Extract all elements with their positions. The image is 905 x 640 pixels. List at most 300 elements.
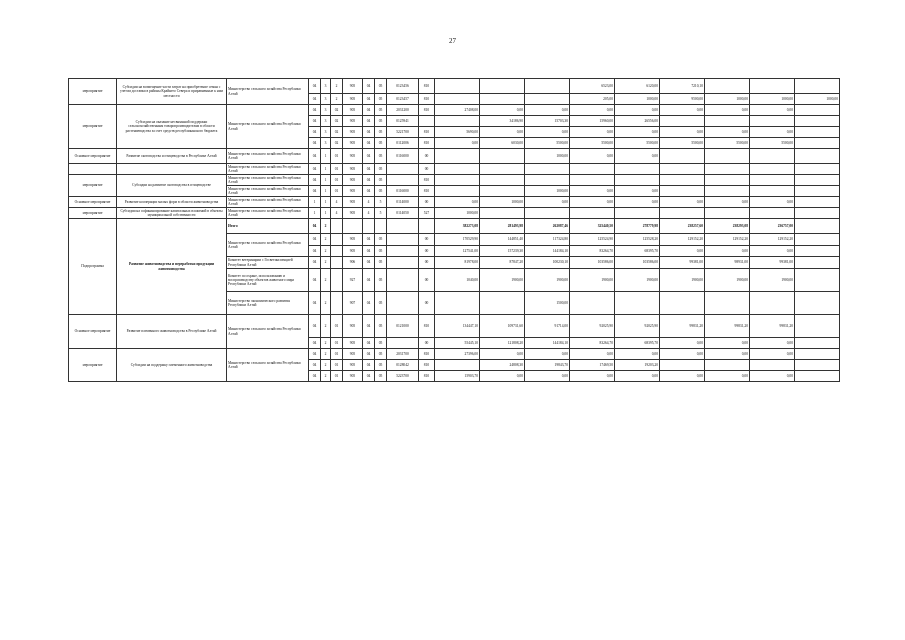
amount-cell — [705, 186, 750, 197]
amount-cell: 129152,20 — [660, 234, 705, 246]
code-cell: 905 — [343, 79, 363, 94]
amount-cell: 281493,98 — [480, 219, 525, 234]
amount-cell: 0,00 — [570, 371, 615, 382]
amount-cell: 92025,90 — [570, 315, 615, 338]
code-cell: 01 — [331, 349, 343, 360]
amount-cell: 19843,70 — [525, 360, 570, 371]
amount-cell: 1500,00 — [525, 292, 570, 315]
code-cell — [331, 269, 343, 292]
code-cell: 04 — [363, 164, 375, 175]
code-cell: 04 — [363, 371, 375, 382]
amount-cell: 0,00 — [435, 197, 480, 208]
amount-cell — [525, 208, 570, 219]
amount-cell: 99381,00 — [660, 257, 705, 269]
code-cell: 2 — [321, 219, 331, 234]
amount-cell: 0,00 — [660, 371, 705, 382]
amount-cell: 100230,10 — [525, 257, 570, 269]
code-cell: 810 — [419, 371, 435, 382]
code-cell: 01 — [331, 186, 343, 197]
code-cell: 01 — [331, 360, 343, 371]
code-cell: 3 — [321, 79, 331, 94]
code-cell: 05 — [375, 127, 387, 138]
code-cell: 3 — [321, 94, 331, 105]
amount-cell: 0,00 — [570, 186, 615, 197]
code-cell: 04 — [363, 149, 375, 164]
amount-cell — [795, 315, 840, 338]
code-cell: 05 — [375, 360, 387, 371]
amount-cell: 68395,70 — [615, 246, 660, 257]
amount-cell — [570, 208, 615, 219]
amount-cell: 0,00 — [525, 371, 570, 382]
code-cell: 05 — [375, 371, 387, 382]
executor-cell: Министерство сельского хозяйства Республики Алтай — [227, 105, 309, 149]
row-title-cell: Развитие скотоводства и птицеводства в Республике Алтай — [117, 149, 227, 164]
amount-cell: 0,00 — [615, 127, 660, 138]
code-cell: 905 — [343, 127, 363, 138]
amount-cell — [795, 246, 840, 257]
amount-cell: 0,00 — [480, 105, 525, 116]
code-cell: 905 — [343, 338, 363, 349]
code-cell: 905 — [343, 246, 363, 257]
amount-cell: 15903,70 — [435, 371, 480, 382]
code-cell: 01 — [331, 149, 343, 164]
code-cell: 810 — [419, 349, 435, 360]
amount-cell — [660, 292, 705, 315]
amount-cell: 15703,30 — [525, 116, 570, 127]
code-cell: 810 — [419, 315, 435, 338]
code-cell: 0123457 — [387, 94, 419, 105]
code-cell: 05 — [375, 164, 387, 175]
code-cell: 05 — [375, 175, 387, 186]
code-cell: 01 — [331, 315, 343, 338]
amount-cell — [570, 292, 615, 315]
code-cell: 04 — [309, 269, 321, 292]
code-cell: 905 — [343, 234, 363, 246]
executor-cell: Министерство сельского хозяйства Республики Алтай — [227, 234, 309, 257]
row-title-cell: Развитие племенного животноводства в Республике Алтай — [117, 315, 227, 349]
code-cell — [419, 116, 435, 127]
code-cell: 2031200 — [387, 105, 419, 116]
amount-cell — [750, 79, 795, 94]
code-cell — [387, 292, 419, 315]
amount-cell: 0,00 — [570, 127, 615, 138]
code-cell: 05 — [375, 79, 387, 94]
row-type-cell: мероприятие — [69, 208, 117, 219]
code-cell: 5223700 — [387, 371, 419, 382]
amount-cell — [795, 127, 840, 138]
amount-cell — [615, 208, 660, 219]
amount-cell — [570, 164, 615, 175]
code-cell: 04 — [309, 234, 321, 246]
row-title-cell: Субсидии на возмещение части затрат на приобретение семян с учетом доставки в районы Крайнего Севера и приравненные к ним местности — [117, 79, 227, 105]
code-cell: 1 — [321, 197, 331, 208]
amount-cell: 83264,70 — [570, 338, 615, 349]
code-cell: 906 — [343, 257, 363, 269]
amount-cell: 98931,00 — [705, 257, 750, 269]
amount-cell: 0,00 — [615, 197, 660, 208]
code-cell: 04 — [363, 269, 375, 292]
amount-cell: 238293,08 — [705, 219, 750, 234]
amount-cell — [705, 292, 750, 315]
code-cell: 04 — [309, 349, 321, 360]
row-type-cell: мероприятие — [69, 349, 117, 382]
code-cell: 04 — [309, 127, 321, 138]
amount-cell: 117324,80 — [525, 234, 570, 246]
amount-cell: 0,00 — [750, 105, 795, 116]
code-cell — [387, 246, 419, 257]
code-cell: 05 — [375, 292, 387, 315]
code-cell: 3 — [321, 116, 331, 127]
amount-cell — [795, 116, 840, 127]
code-cell: 0123456 — [387, 79, 419, 94]
code-cell: 905 — [343, 175, 363, 186]
amount-cell — [570, 175, 615, 186]
amount-cell — [795, 269, 840, 292]
amount-cell — [435, 175, 480, 186]
amount-cell: 9500,00 — [660, 94, 705, 105]
code-cell: 04 — [309, 219, 321, 234]
code-cell: 05 — [375, 338, 387, 349]
code-cell: 04 — [309, 292, 321, 315]
amount-cell: 26556,00 — [615, 116, 660, 127]
code-cell: 2 — [321, 246, 331, 257]
code-cell: 01 — [331, 164, 343, 175]
amount-cell: 0,00 — [615, 149, 660, 164]
amount-cell: 1000,00 — [480, 197, 525, 208]
amount-cell: 0,00 — [750, 197, 795, 208]
amount-cell — [795, 360, 840, 371]
amount-cell: 87847,20 — [480, 257, 525, 269]
amount-cell — [795, 175, 840, 186]
code-cell — [343, 219, 363, 234]
amount-cell: 6523,00 — [570, 79, 615, 94]
amount-cell: 6120,00 — [615, 79, 660, 94]
amount-cell: 0,00 — [660, 127, 705, 138]
amount-cell — [705, 360, 750, 371]
code-cell: 04 — [363, 186, 375, 197]
amount-cell: 0,00 — [525, 105, 570, 116]
amount-cell: 0,00 — [525, 197, 570, 208]
amount-cell — [795, 186, 840, 197]
code-cell: 05 — [375, 246, 387, 257]
code-cell: 810 — [419, 127, 435, 138]
row-title-cell — [117, 164, 227, 175]
code-cell: 04 — [309, 257, 321, 269]
code-cell: 810 — [419, 94, 435, 105]
amount-cell: 0,00 — [750, 371, 795, 382]
code-cell: 810 — [419, 105, 435, 116]
code-cell — [375, 219, 387, 234]
code-cell: 810 — [419, 79, 435, 94]
code-cell: 04 — [363, 175, 375, 186]
amount-cell: 0,00 — [615, 105, 660, 116]
amount-cell: 109731,60 — [480, 315, 525, 338]
amount-cell: 1000,00 — [750, 94, 795, 105]
amount-cell — [435, 360, 480, 371]
row-type-cell: мероприятие — [69, 175, 117, 197]
amount-cell — [480, 164, 525, 175]
code-cell: 0116000 — [387, 149, 419, 164]
executor-cell: Комитет ветеринарии с Госветинспекцией Республики Алтай — [227, 257, 309, 269]
amount-cell: 6030,00 — [480, 138, 525, 149]
amount-cell: 0,00 — [660, 338, 705, 349]
budget-table — [68, 78, 840, 382]
amount-cell: 1000,00 — [795, 94, 840, 105]
amount-cell — [705, 175, 750, 186]
code-cell: 1 — [321, 149, 331, 164]
amount-cell: 55445,10 — [435, 338, 480, 349]
amount-cell: 0,00 — [660, 349, 705, 360]
amount-cell: 5500,00 — [525, 138, 570, 149]
code-cell: 905 — [343, 360, 363, 371]
amount-cell — [660, 149, 705, 164]
code-cell: 04 — [363, 94, 375, 105]
code-cell: 905 — [343, 94, 363, 105]
amount-cell — [615, 292, 660, 315]
amount-cell: 24808,30 — [480, 360, 525, 371]
amount-cell: 0,00 — [570, 349, 615, 360]
executor-cell: Министерство сельского хозяйства Республики Алтай — [227, 197, 309, 208]
row-type-cell: мероприятие — [69, 105, 117, 149]
table-row — [69, 219, 840, 234]
code-cell: 4 — [331, 197, 343, 208]
code-cell: 0114050 — [387, 208, 419, 219]
code-cell: 04 — [363, 127, 375, 138]
code-cell: 04 — [309, 371, 321, 382]
amount-cell: 0,00 — [660, 197, 705, 208]
code-cell: 02 — [331, 127, 343, 138]
code-cell: 1 — [309, 197, 321, 208]
code-cell: 0112006 — [387, 138, 419, 149]
code-cell: 905 — [343, 116, 363, 127]
amount-cell: 127541,00 — [435, 246, 480, 257]
code-cell: 00 — [419, 149, 435, 164]
table-row — [69, 175, 840, 186]
amount-cell — [795, 138, 840, 149]
amount-cell: 17469,50 — [570, 360, 615, 371]
amount-cell — [795, 149, 840, 164]
amount-cell — [660, 186, 705, 197]
amount-cell: 0,00 — [570, 105, 615, 116]
amount-cell: 129152,20 — [705, 234, 750, 246]
code-cell: 905 — [343, 315, 363, 338]
amount-cell: 325440,50 — [570, 219, 615, 234]
amount-cell — [795, 105, 840, 116]
amount-cell: 144184,10 — [525, 246, 570, 257]
amount-cell — [795, 349, 840, 360]
table-row — [69, 149, 840, 164]
amount-cell: 1000,00 — [615, 94, 660, 105]
amount-cell — [435, 149, 480, 164]
amount-cell: 5500,00 — [660, 138, 705, 149]
code-cell: 905 — [343, 197, 363, 208]
code-cell — [387, 175, 419, 186]
amount-cell: 5500,00 — [750, 138, 795, 149]
code-cell: 04 — [363, 360, 375, 371]
code-cell: 810 — [419, 138, 435, 149]
code-cell: 04 — [363, 315, 375, 338]
amount-cell — [480, 186, 525, 197]
amount-cell — [750, 208, 795, 219]
executor-cell: Министерство сельского хозяйства Республики Алтай — [227, 149, 309, 164]
code-cell — [331, 246, 343, 257]
code-cell: 04 — [363, 338, 375, 349]
amount-cell: 170529,90 — [435, 234, 480, 246]
amount-cell: 238257,60 — [660, 219, 705, 234]
code-cell: 01 — [331, 338, 343, 349]
row-title-cell: Субсидии на софинансирование капитальных вложений в объекты муниципальной собственности — [117, 208, 227, 219]
code-cell: 2 — [321, 234, 331, 246]
code-cell: 2 — [321, 257, 331, 269]
code-cell: 2 — [321, 338, 331, 349]
code-cell: 5 — [375, 197, 387, 208]
amount-cell: 1000,00 — [525, 186, 570, 197]
amount-cell — [750, 164, 795, 175]
amount-cell: 1900,00 — [750, 269, 795, 292]
code-cell: 0128042 — [387, 360, 419, 371]
code-cell: 02 — [331, 116, 343, 127]
amount-cell: 0,00 — [480, 371, 525, 382]
code-cell: 04 — [363, 138, 375, 149]
code-cell: 907 — [343, 292, 363, 315]
code-cell: 527 — [419, 208, 435, 219]
amount-cell: 1000,00 — [525, 149, 570, 164]
code-cell: 04 — [309, 149, 321, 164]
amount-cell — [435, 164, 480, 175]
code-cell: 0114000 — [387, 197, 419, 208]
row-title-cell: Субсидии на поддержку племенного животноводства — [117, 349, 227, 382]
amount-cell — [615, 164, 660, 175]
amount-cell — [795, 234, 840, 246]
code-cell: 01 — [331, 371, 343, 382]
amount-cell: 0,00 — [615, 371, 660, 382]
code-cell: 01 — [331, 175, 343, 186]
code-cell — [363, 219, 375, 234]
amount-cell — [750, 292, 795, 315]
amount-cell — [660, 175, 705, 186]
amount-cell — [525, 94, 570, 105]
amount-cell — [480, 149, 525, 164]
amount-cell: 236757,00 — [750, 219, 795, 234]
code-cell: 1 — [309, 208, 321, 219]
amount-cell: 0,00 — [660, 105, 705, 116]
amount-cell — [435, 292, 480, 315]
amount-cell — [435, 94, 480, 105]
code-cell: 04 — [309, 116, 321, 127]
code-cell: 04 — [363, 116, 375, 127]
code-cell: 2 — [331, 79, 343, 94]
code-cell: 905 — [343, 208, 363, 219]
code-cell — [331, 292, 343, 315]
amount-cell: 157239,30 — [480, 246, 525, 257]
amount-cell: 99831,20 — [750, 315, 795, 338]
code-cell: 00 — [419, 197, 435, 208]
amount-cell: 0,00 — [705, 371, 750, 382]
code-cell: 04 — [309, 360, 321, 371]
code-cell — [419, 219, 435, 234]
code-cell: 00 — [419, 269, 435, 292]
code-cell: 04 — [309, 246, 321, 257]
amount-cell: 5690,00 — [435, 127, 480, 138]
amount-cell — [795, 338, 840, 349]
amount-cell: 0,00 — [570, 197, 615, 208]
amount-cell: 278779,98 — [615, 219, 660, 234]
amount-cell — [705, 79, 750, 94]
code-cell: 4 — [331, 208, 343, 219]
amount-cell — [480, 175, 525, 186]
code-cell: 04 — [309, 94, 321, 105]
amount-cell: 99831,20 — [705, 315, 750, 338]
code-cell — [387, 269, 419, 292]
executor-cell: Министерство сельского хозяйства Республики Алтай — [227, 175, 309, 186]
amount-cell — [480, 208, 525, 219]
amount-cell — [705, 208, 750, 219]
amount-cell: 0,00 — [480, 349, 525, 360]
amount-cell: 0,00 — [525, 127, 570, 138]
code-cell: 05 — [375, 116, 387, 127]
table-row — [69, 197, 840, 208]
code-cell: 04 — [363, 105, 375, 116]
code-cell: 04 — [309, 164, 321, 175]
code-cell: 05 — [375, 138, 387, 149]
amount-cell: 1000,00 — [705, 94, 750, 105]
code-cell: 905 — [343, 164, 363, 175]
amount-cell: 382273,08 — [435, 219, 480, 234]
amount-cell: 0,00 — [750, 127, 795, 138]
amount-cell: 125524,90 — [570, 234, 615, 246]
amount-cell: 205,00 — [570, 94, 615, 105]
amount-cell — [750, 360, 795, 371]
amount-cell: 0,00 — [750, 338, 795, 349]
amount-cell — [795, 371, 840, 382]
code-cell: 04 — [309, 338, 321, 349]
amount-cell: 0,00 — [705, 246, 750, 257]
amount-cell: 0,00 — [705, 338, 750, 349]
code-cell: 3 — [321, 127, 331, 138]
code-cell: 00 — [419, 246, 435, 257]
table-row — [69, 315, 840, 338]
code-cell: 05 — [375, 257, 387, 269]
code-cell: 00 — [419, 234, 435, 246]
code-cell: 905 — [343, 186, 363, 197]
code-cell: 04 — [363, 246, 375, 257]
amount-cell: 81978,00 — [435, 257, 480, 269]
amount-cell: 99831,20 — [660, 315, 705, 338]
code-cell: 04 — [309, 105, 321, 116]
row-type-cell: мероприятие — [69, 79, 117, 105]
code-cell: 04 — [363, 257, 375, 269]
code-cell: 5221700 — [387, 127, 419, 138]
code-cell: 05 — [375, 234, 387, 246]
code-cell: 04 — [363, 79, 375, 94]
code-cell — [387, 234, 419, 246]
row-type-cell: Основное мероприятие — [69, 197, 117, 208]
amount-cell: 0,00 — [615, 186, 660, 197]
amount-cell — [705, 116, 750, 127]
amount-cell: 134447,10 — [435, 315, 480, 338]
amount-cell: 0,00 — [705, 197, 750, 208]
amount-cell: 1900,00 — [615, 269, 660, 292]
code-cell: 2 — [321, 315, 331, 338]
table-row — [69, 105, 840, 116]
amount-cell: 125528,20 — [615, 234, 660, 246]
code-cell: 1 — [321, 186, 331, 197]
code-cell: 3 — [321, 105, 331, 116]
amount-cell: 0,00 — [480, 127, 525, 138]
code-cell: 04 — [309, 315, 321, 338]
amount-cell — [660, 164, 705, 175]
amount-cell — [795, 219, 840, 234]
